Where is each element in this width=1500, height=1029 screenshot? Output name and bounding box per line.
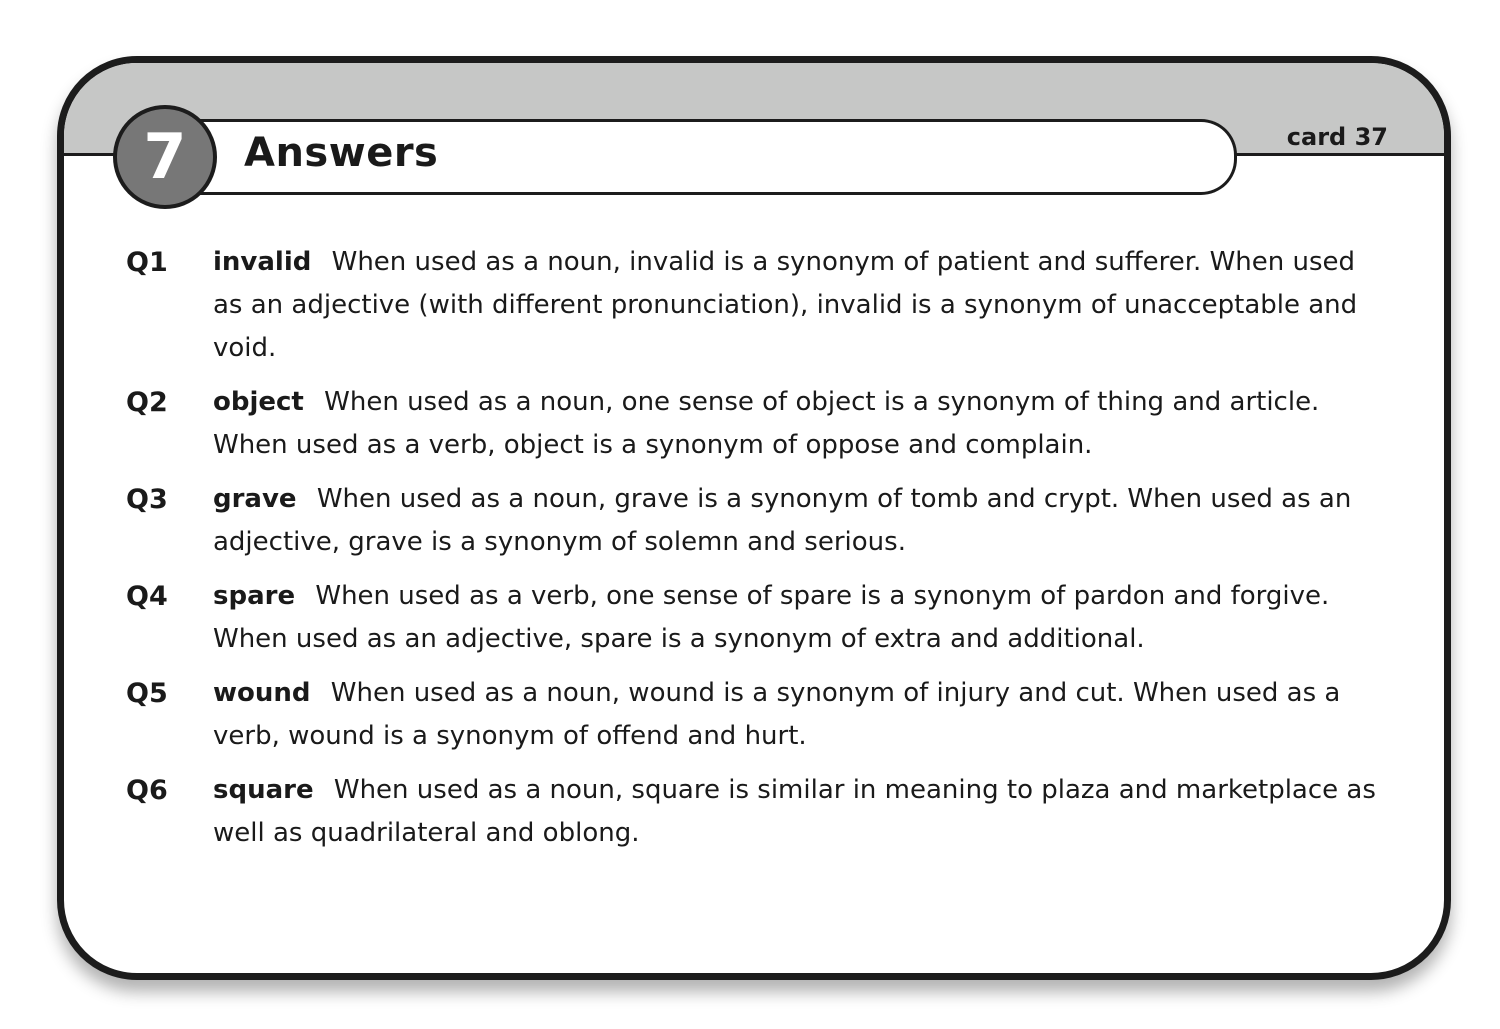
page-title: Answers	[244, 130, 439, 176]
card-number-label: card 37	[1286, 123, 1388, 151]
answer-term: wound	[213, 678, 311, 708]
answer-text: When used as a noun, grave is a synonym of tomb and crypt. When used as an adjective, grave is a synonym of solemn and serious.	[213, 484, 1352, 557]
answer-item-q4	[126, 575, 1386, 661]
question-label: Q2	[126, 387, 168, 418]
question-label: Q6	[126, 775, 168, 806]
answer-text: When used as a noun, square is similar in meaning to plaza and marketplace as well as quadrilateral and oblong.	[213, 775, 1376, 848]
section-number-badge: 7	[113, 105, 217, 209]
answer-card	[57, 56, 1451, 980]
answer-item-q3	[126, 478, 1386, 564]
answer-body	[213, 769, 1386, 855]
answer-text: When used as a verb, one sense of spare is a synonym of pardon and forgive. When used as an adjective, spare is a synonym of extra and additional.	[213, 581, 1330, 654]
answer-item-q1	[126, 241, 1386, 370]
answer-body	[213, 241, 1386, 370]
answer-term: grave	[213, 484, 297, 514]
answer-body	[213, 672, 1386, 758]
answer-text: When used as a noun, invalid is a synonym of patient and sufferer. When used as an adjective (with different pronunciation), invalid is a synonym of unacceptable and void.	[213, 247, 1358, 363]
answer-body	[213, 381, 1386, 467]
answer-text: When used as a noun, one sense of object is a synonym of thing and article. When used as a verb, object is a synonym of oppose and complain.	[213, 387, 1320, 460]
answer-body	[213, 575, 1386, 661]
question-label: Q5	[126, 678, 168, 709]
answer-item-q5	[126, 672, 1386, 758]
answer-list	[126, 241, 1386, 866]
answer-term: spare	[213, 581, 296, 611]
answer-item-q6	[126, 769, 1386, 855]
question-label: Q4	[126, 581, 168, 612]
question-label: Q3	[126, 484, 168, 515]
answer-item-q2	[126, 381, 1386, 467]
answer-term: object	[213, 387, 304, 417]
answer-term: invalid	[213, 247, 312, 277]
question-label: Q1	[126, 247, 168, 278]
answer-text: When used as a noun, wound is a synonym of injury and cut. When used as a verb, wound is a synonym of offend and hurt.	[213, 678, 1341, 751]
answer-term: square	[213, 775, 314, 805]
answer-body	[213, 478, 1386, 564]
